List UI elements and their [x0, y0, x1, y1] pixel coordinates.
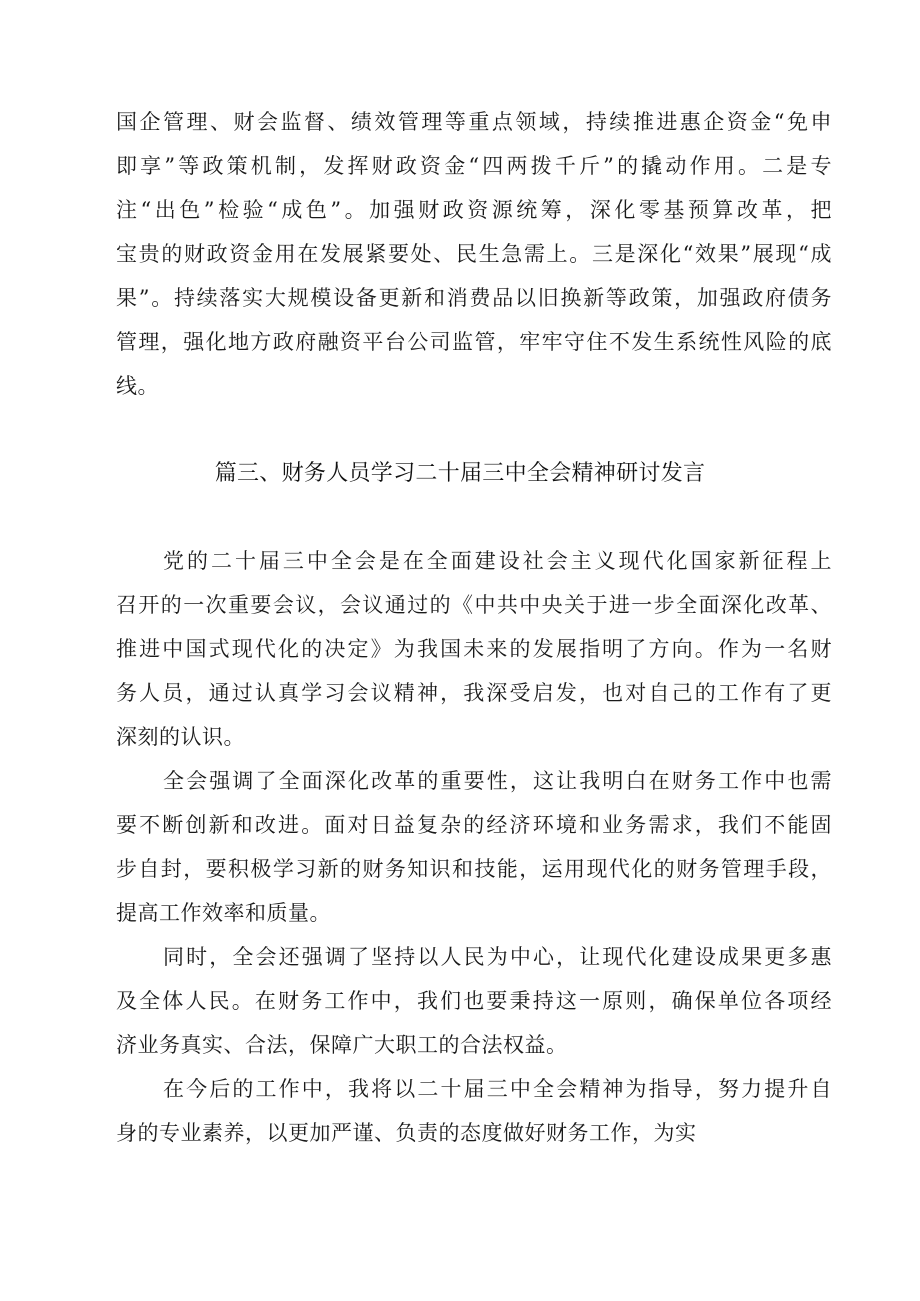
- text-line: 推进中国式现代化的决定》为我国未来的发展指明了方向。作为一名财: [116, 637, 832, 661]
- text-line: 要不断创新和改进。面对日益复杂的经济环境和业务需求，我们不能固: [116, 813, 832, 837]
- text-line: 宝贵的财政资金用在发展紧要处、民生急需上。三是深化“效果”展现“成: [116, 242, 832, 266]
- text-line: 提高工作效率和质量。: [116, 901, 331, 925]
- text-line: 全会强调了全面深化改革的重要性，这让我明白在财务工作中也需: [163, 769, 832, 793]
- text-line: 即享”等政策机制，发挥财政资金“四两拨千斤”的撬动作用。二是专: [116, 154, 832, 178]
- text-line: 及全体人民。在财务工作中，我们也要秉持这一原则，确保单位各项经: [116, 989, 832, 1013]
- text-line: 召开的一次重要会议，会议通过的《中共中央关于进一步全面深化改革、: [116, 593, 832, 617]
- text-line: 同时，全会还强调了坚持以人民为中心，让现代化建设成果更多惠: [163, 945, 832, 969]
- text-line: 国企管理、财会监督、绩效管理等重点领域，持续推进惠企资金“免申: [116, 110, 832, 134]
- text-line: 身的专业素养，以更加严谨、负责的态度做好财务工作，为实: [116, 1121, 697, 1145]
- body-paragraph: [116, 759, 832, 935]
- body-paragraph: [116, 1067, 832, 1155]
- text-line: 济业务真实、合法，保障广大职工的合法权益。: [116, 1033, 568, 1057]
- text-line: 果”。持续落实大规模设备更新和消费品以旧换新等政策，加强政府债务: [116, 286, 832, 310]
- text-line: 步自封，要积极学习新的财务知识和技能，运用现代化的财务管理手段，: [116, 857, 832, 881]
- text-line: 注“出色”检验“成色”。加强财政资源统筹，深化零基预算改革，把: [116, 198, 832, 222]
- text-line: 深刻的认识。: [116, 725, 245, 749]
- body-paragraph: [116, 539, 832, 759]
- body-paragraph: [116, 935, 832, 1067]
- section-heading: 篇三、财务人员学习二十届三中全会精神研讨发言: [214, 461, 706, 486]
- text-line: 务人员，通过认真学习会议精神，我深受启发，也对自己的工作有了更: [116, 681, 832, 705]
- text-line: 在今后的工作中，我将以二十届三中全会精神为指导，努力提升自: [163, 1077, 832, 1101]
- intro-paragraph: [116, 100, 832, 408]
- text-line: 党的二十届三中全会是在全面建设社会主义现代化国家新征程上: [163, 549, 832, 573]
- text-line: 管理，强化地方政府融资平台公司监管，牢牢守住不发生系统性风险的底: [116, 330, 832, 354]
- text-line: 线。: [116, 374, 159, 398]
